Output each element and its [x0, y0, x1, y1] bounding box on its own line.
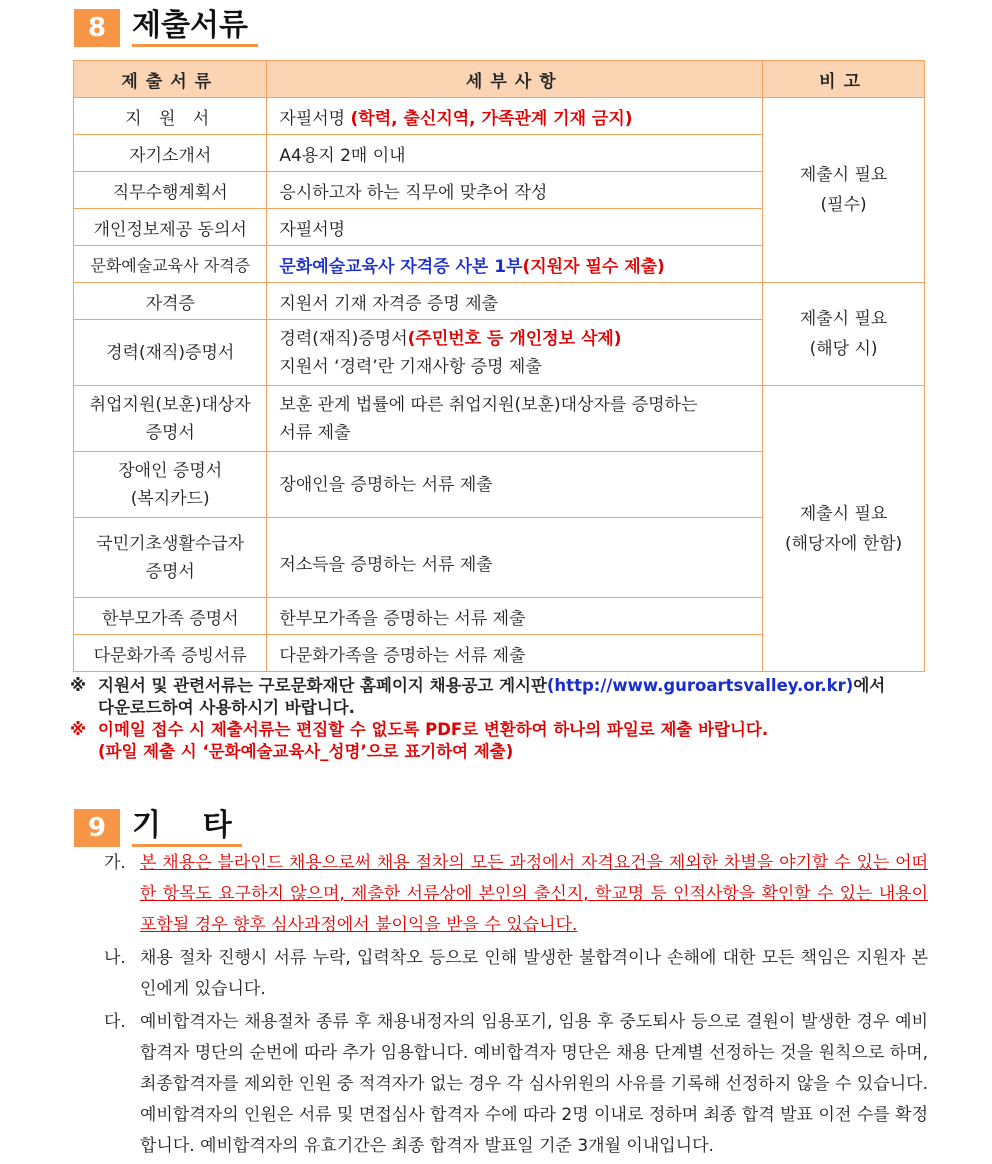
doc-detail: 장애인을 증명하는 서류 제출 [267, 452, 763, 518]
doc-detail: 저소득을 증명하는 서류 제출 [267, 518, 763, 598]
section-9-header [74, 808, 242, 847]
doc-detail: 경력(재직)증명서(주민번호 등 개인정보 삭제) 지원서 ‘경력’란 기재사항 증명 제출 [267, 320, 763, 386]
doc-name: 지 원 서 [74, 98, 267, 135]
documents-table [73, 60, 925, 672]
item-label: 다. [104, 1012, 126, 1032]
doc-detail: 응시하고자 하는 직무에 맞추어 작성 [267, 172, 763, 209]
doc-detail: 다문화가족을 증명하는 서류 제출 [267, 635, 763, 672]
doc-name: 개인정보제공 동의서 [74, 209, 267, 246]
doc-name: 자격증 [74, 283, 267, 320]
reference-mark: ※ [70, 676, 87, 695]
section-title: 기 타 [132, 808, 242, 847]
doc-detail: 자필서명 [267, 209, 763, 246]
section-title: 제출서류 [132, 8, 258, 47]
doc-name: 국민기초생활수급자 증명서 [74, 518, 267, 598]
note-download [70, 675, 930, 719]
doc-name: 취업지원(보훈)대상자 증명서 [74, 386, 267, 452]
doc-name: 문화예술교육사 자격증 [74, 246, 267, 283]
homepage-link[interactable]: (http://www.guroartsvalley.or.kr) [546, 676, 854, 695]
reference-mark: ※ [70, 720, 87, 739]
col-header-documents: 제출서류 [74, 61, 267, 98]
doc-detail: 보훈 관계 법률에 따른 취업지원(보훈)대상자를 증명하는 서류 제출 [267, 386, 763, 452]
doc-detail: 한부모가족을 증명하는 서류 제출 [267, 598, 763, 635]
doc-note: 제출시 필요 (해당 시) [763, 283, 925, 386]
etc-list [104, 848, 928, 1164]
section-number: 8 [74, 9, 120, 47]
note-text: 지원서 및 관련서류는 구로문화재단 홈페이지 채용공고 게시판(http://www.guroartsvalley.or.kr)에서 다운로드하여 사용하시기 바랍니다. [98, 676, 886, 717]
list-item [104, 848, 928, 941]
doc-note: 제출시 필요 (해당자에 한함) [763, 386, 925, 672]
table-header-row [74, 61, 925, 98]
doc-detail: 지원서 기재 자격증 증명 제출 [267, 283, 763, 320]
item-label: 가. [104, 853, 126, 873]
list-item [104, 1007, 928, 1162]
doc-name: 경력(재직)증명서 [74, 320, 267, 386]
item-label: 나. [104, 948, 126, 968]
doc-name: 직무수행계획서 [74, 172, 267, 209]
table-row [74, 283, 925, 320]
notes-block [70, 675, 930, 763]
doc-name: 다문화가족 증빙서류 [74, 635, 267, 672]
doc-detail: A4용지 2매 이내 [267, 135, 763, 172]
doc-name: 한부모가족 증명서 [74, 598, 267, 635]
list-item [104, 943, 928, 1005]
doc-detail: 자필서명 (학력, 출신지역, 가족관계 기재 금지) [267, 98, 763, 135]
item-text: 채용 절차 진행시 서류 누락, 입력착오 등으로 인해 발생한 불합격이나 손해에 대한 모든 책임은 지원자 본인에게 있습니다. [140, 948, 928, 999]
doc-detail: 문화예술교육사 자격증 사본 1부(지원자 필수 제출) [267, 246, 763, 283]
note-email [70, 719, 930, 763]
col-header-details: 세부사항 [267, 61, 763, 98]
table-row [74, 386, 925, 452]
doc-name: 자기소개서 [74, 135, 267, 172]
item-text: 본 채용은 블라인드 채용으로써 채용 절차의 모든 과정에서 자격요건을 제외한 차별을 야기할 수 있는 어떠한 항목도 요구하지 않으며, 제출한 서류상에 본인의 출신지, 학교명 등 인적사항을 확인할 수 있는 내용이 포함될 경우 향후 심사과정에서 불이익을 받을 수 있습니다. [140, 853, 928, 935]
table-row [74, 98, 925, 135]
doc-name: 장애인 증명서 (복지카드) [74, 452, 267, 518]
col-header-notes: 비고 [763, 61, 925, 98]
section-8-header [74, 8, 258, 47]
item-text: 예비합격자는 채용절차 종류 후 채용내정자의 임용포기, 임용 후 중도퇴사 등으로 결원이 발생한 경우 예비합격자 명단의 순번에 따라 추가 임용합니다. 예비합격자 명단은 채용 단계별 선정하는 것을 원칙으로 하며, 최종합격자를 제외한 인원 중 적격자가 없는 경우 각 심사위원의 사유를 기록해 선정하지 않을 수 있습니다. 예비합격자의 인원은 서류 및 면접심사 합격자 수에 따라 2명 이내로 정하며 최종 합격 발표 이전 수를 확정합니다. 예비합격자의 유효기간은 최종 합격자 발표일 기준 3개월 이내입니다. [140, 1012, 928, 1156]
note-text: 이메일 접수 시 제출서류는 편집할 수 없도록 PDF로 변환하여 하나의 파일로 제출 바랍니다. (파일 제출 시 ‘문화예술교육사_성명’으로 표기하여 제출) [98, 720, 769, 761]
doc-note: 제출시 필요 (필수) [763, 98, 925, 283]
section-number: 9 [74, 809, 120, 847]
